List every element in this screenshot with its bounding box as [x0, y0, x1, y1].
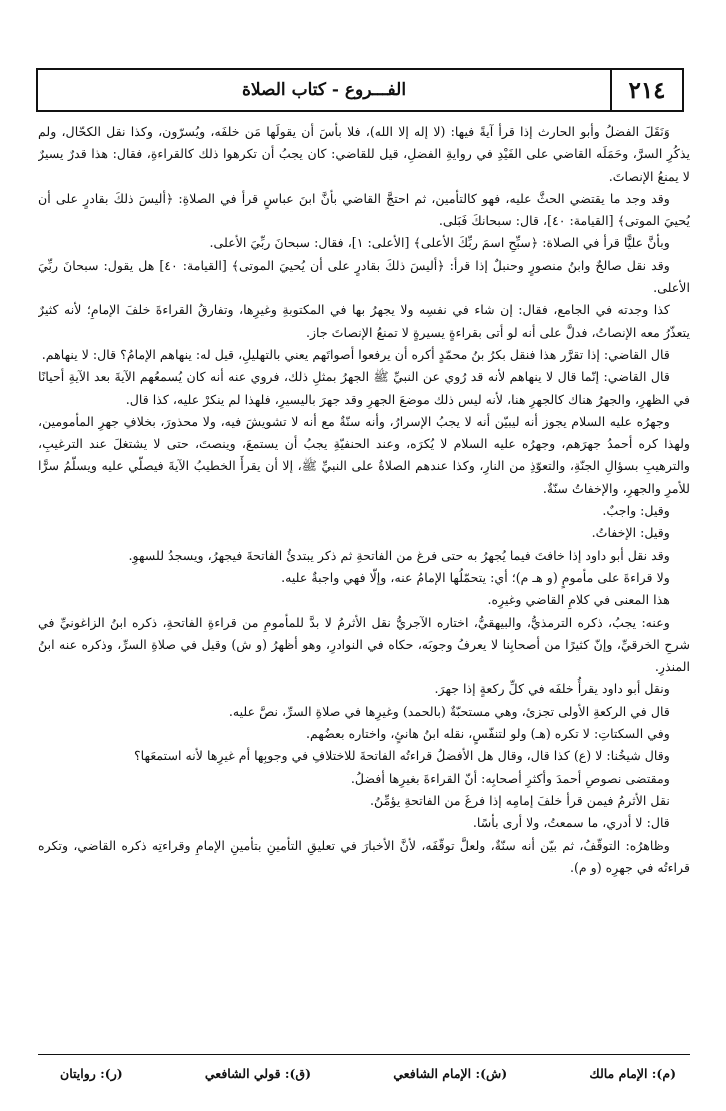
paragraph: ومقتضى نصوصِ أحمدَ وأكثرِ أصحابِه: أنّ القراءةَ بغيرِها أفضلُ.	[350, 770, 670, 786]
abbreviation-key	[38, 1061, 690, 1085]
paragraph: وقيل: واجبٌ.	[602, 503, 670, 519]
paragraph: وجهرُه عليه السلام يجوز أنه ليبيّن أنه لا يجبُ الإسرارُ، وأنه سنّةٌ مع أنه لا تشويشَ فيه، ولا محذورَ، بخلافِ جهرِ المأمومين، ولهذا كره أحمدُ جهرَهم، وجهرُه عليه السلام لا يُكرَه، وعند الحنفيّةِ يجبُ أن يستمعَ، وينصتَ، حتى لا يشتغلَ عند الترغيبِ، والترهيبِ بسؤالِ الجنّةِ، والتعوّذِ من النارِ، وكذا عندهم الصلاةُ على النبيِّ ﷺ، إلا أن يقرأَ الخطيبُ الآيةَ فيصلّي عليه ويسلّمُ سرًّا للأمرِ والجهرِ، والإخفاتُ سنّةٌ.	[38, 413, 690, 496]
running-title: الفـــروع - كتاب الصلاة	[241, 80, 407, 100]
paragraph: قال القاضي: إنّما قال لا ينهاهم لأنه قد رُوي عن النبيِّ ﷺ الجهرُ بمثلِ ذلك، فروي عنه أنه كان يُسمعُهم الآيةَ بعد الآيةِ أحيانًا في الظهرِ، والجهرُ هناك كالجهرِ هنا، لأنه ليس ذلك موضعَ الجهرِ وقد جهرَ باليسيرِ، فلهذا لم ينكرْ عليه، كذا قال.	[38, 369, 690, 407]
abbreviation-two-narrations: (ر): روايتان	[60, 1065, 123, 1081]
body-text	[38, 121, 690, 1031]
paragraph: وقد نقل أبو داود إذا خافتَ فيما يُجهرُ به حتى فرغ من الفاتحةِ ثم ذكر يبتدئُ الفاتحةَ فيجهرُ، ويسجدُ للسهوِ.	[128, 547, 670, 563]
abbreviation-shafii-two-opinions: (ق): قولي الشافعي	[204, 1065, 312, 1081]
paragraph: هذا المعنى في كلامِ القاضي وغيرِه.	[487, 592, 670, 608]
abbreviation-malik: (م): الإمام مالك	[589, 1065, 676, 1081]
paragraph: وظاهرُه: التوقّفُ، ثم بيّن أنه سنّةٌ، ولعلَّ توقّفَه، لأنَّ الأخبارَ في تعليقِ التأمينِ بتأمينِ الإمامِ وقراءتِه ذكره القاضي، وتكره قراءتُه في جهرِه (و م).	[38, 837, 690, 875]
paragraph: وبأنَّ عليًّا قرأ في الصلاة: ﴿سبِّحِ اسمَ ربِّكَ الأعلى﴾ [الأعلى: ١]، فقال: سبحانَ ربِّيَ الأعلى.	[209, 235, 670, 251]
paragraph: نقل الأثرمُ فيمن قرأ خلفَ إمامِه إذا فرغَ من الفاتحةِ يؤمِّنُ.	[370, 792, 670, 808]
paragraph: وقد نقل صالحٌ وابنُ منصورٍ وحنبلٌ إذا قرأ: ﴿أليسَ ذلكَ بقادرٍ على أن يُحييَ الموتى﴾ [القيامة: ٤٠] هل يقول: سبحانَ ربِّيَ الأعلى.	[38, 257, 690, 296]
paragraph: وَنَقَلَ الفضلُ وأبو الحارث إذا قرأ آيةً فيها: (لا إله إلا الله)، فلا بأسَ أن يقولَها مَن خلفَه، ويُسرّون، وكذا نقل الكحّال، ولم يذكُرِ السرَّ، وحَمَلَه القاضي على الفَيْدِ في روايةِ الفضلِ، قيل للقاضي: كان يجبُ أن تكرهوا ذلك كالقراءةِ، فقال: هذا قدرٌ يسيرٌ لا يمنعُ الإنصاتَ.	[38, 124, 690, 184]
paragraph: وفي السكتاتِ: لا تكره (هـ) ولو لتنفّسٍ، نقله ابنُ هانئٍ، واختاره بعضُهم.	[305, 726, 670, 742]
paragraph: كذا وجدته في الجامع، فقال: إن شاء في نفسِه ولا يجهرُ بها في المكتوبةِ وغيرِها، وتفارقُ القراءةَ خلفَ الإمامِ؛ لأنه كثيرٌ يتعذّرُ معه الإنصاتُ، فدلَّ على أنه لو أتى بقراءةٍ يسيرةٍ لا تمنعُ الإنصاتَ جاز.	[38, 302, 690, 340]
paragraph: قال القاضي: إذا تقرَّر هذا فنقل بكرُ بنُ محمّدٍ أكره أن يرفعوا أصواتَهم يعني بالتهليلِ، قيل له: ينهاهم الإمامُ؟ قال: لا ينهاهم.	[41, 346, 670, 362]
page-number: ٢١٤	[610, 70, 682, 110]
paragraph: قال في الركعةِ الأولى تجزئ، وهي مستحبّةٌ (بالحمد) وغيرِها في صلاةِ السرِّ، نصَّ عليه.	[228, 703, 670, 719]
footer-divider	[38, 1054, 690, 1055]
abbreviation-shafii: (ش): الإمام الشافعي	[393, 1065, 508, 1081]
page-header	[36, 68, 684, 112]
paragraph: ونقل أبو داود يقرأُ خلفَه في كلِّ ركعةٍ إذا جهرَ.	[434, 681, 670, 697]
paragraph: وقد وجد ما يقتضي الحثَّ عليه، فهو كالتأمين، ثم احتجَّ القاضي بأنَّ ابنَ عباسٍ قرأ في الصلاةِ: ﴿أليسَ ذلكَ بقادرٍ على أن يُحييَ الموتى﴾ [القيامة: ٤٠]، قال: سبحانكَ فَبَلى.	[38, 190, 690, 229]
paragraph: قال: لا أدري، ما سمعتُ، ولا أرى بأسًا.	[472, 815, 670, 831]
paragraph: وقيل: الإخفاتُ.	[591, 525, 670, 541]
paragraph: وقال شيخُنا: لا (ع) كذا قال، وقال هل الأفضلُ قراءتُه الفاتحةَ للاختلافِ في وجوبِها أم غيرِها لأنه استمعَها؟	[134, 748, 670, 764]
paragraph: وعنه: يجبُ، ذكره الترمذيُّ، والبيهقيُّ، اختاره الآجريُّ نقل الأثرمُ لا بدَّ للمأمومِ من قراءةِ الفاتحةِ، ذكره ابنُ الزاغونيِّ في شرحِ الخرقيِّ، وإنّ كثيرًا من أصحابِنا لا يعرفُ وجوبَه، حكاه في النوادرِ، وهو أظهرُ (و ش) وقيل في صلاةِ السرِّ، وذكره عنه ابنُ المنذرِ.	[38, 614, 690, 675]
paragraph: ولا قراءةَ على مأمومٍ (و هـ م)؛ أي: يتحمّلُها الإمامُ عنه، وإلّا فهي واجبةٌ عليه.	[281, 569, 670, 585]
